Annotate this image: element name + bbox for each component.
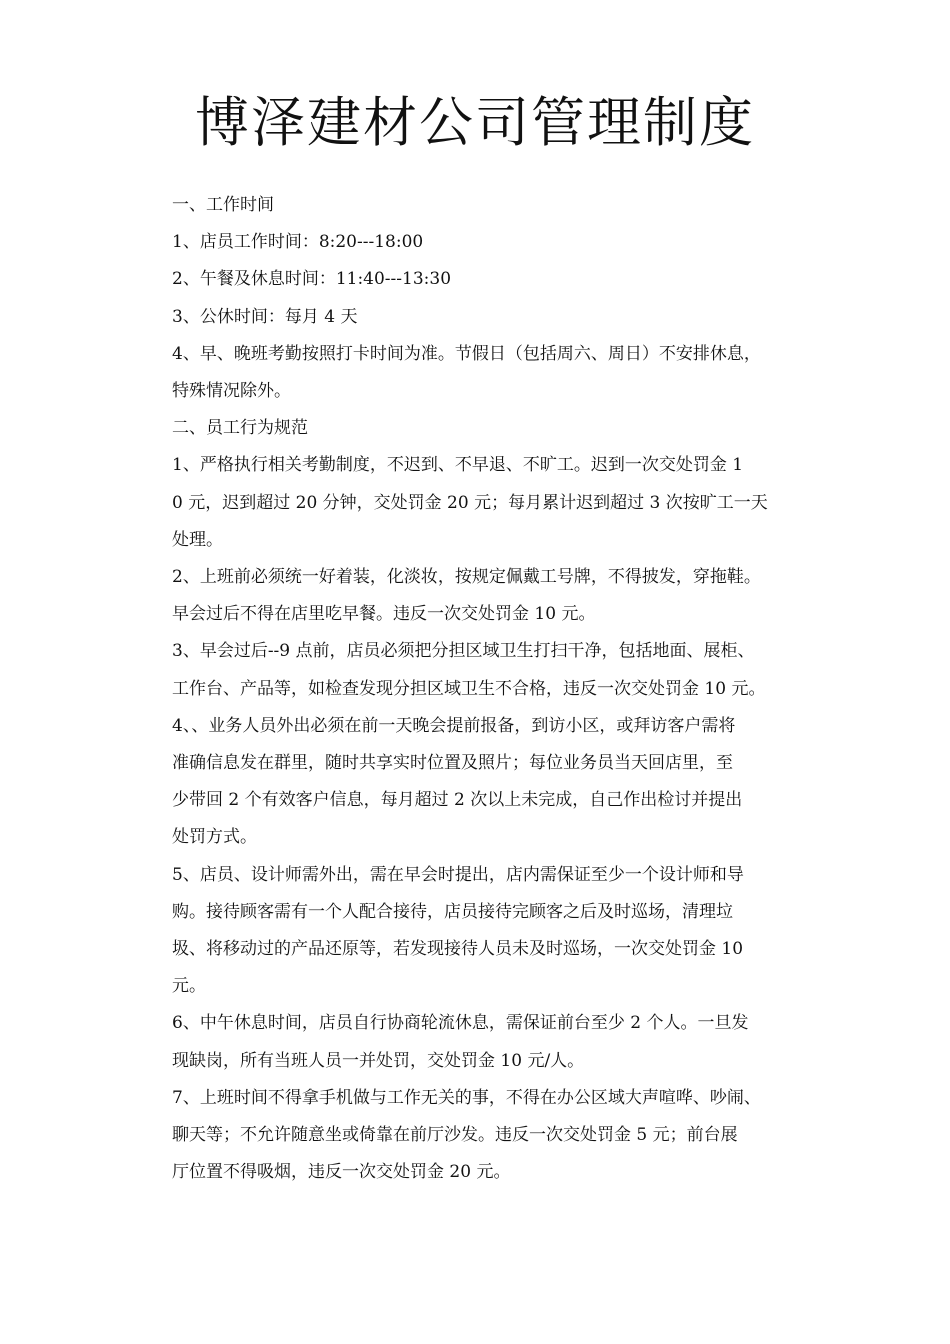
paragraph-line: 圾、将移动过的产品还原等，若发现接待人员未及时巡场，一次交处罚金 10 (172, 939, 744, 960)
paragraph-line: 1、严格执行相关考勤制度，不迟到、不早退、不旷工。迟到一次交处罚金 1 (172, 455, 744, 476)
paragraph-line: 工作台、产品等，如检查发现分担区域卫生不合格，违反一次交处罚金 10 元。 (172, 678, 766, 699)
paragraph-line: 3、早会过后--9 点前，店员必须把分担区域卫生打扫干净，包括地面、展柜、 (172, 641, 755, 662)
document-body (172, 187, 832, 1191)
paragraph-line: 4、、业务人员外出必须在前一天晚会提前报备，到访小区，或拜访客户需将 (172, 715, 736, 736)
section-heading-conduct-rules: 二、员工行为规范 (172, 418, 308, 439)
paragraph-line: 2、上班前必须统一好着装，化淡妆，按规定佩戴工号牌，不得披发，穿拖鞋。 (172, 567, 761, 588)
paragraph-line: 现缺岗，所有当班人员一并处罚，交处罚金 10 元/人。 (172, 1050, 585, 1071)
paragraph-line: 5、店员、设计师需外出，需在早会时提出，店内需保证至少一个设计师和导 (172, 864, 744, 885)
paragraph-line: 处罚方式。 (172, 827, 257, 848)
paragraph-line: 0 元，迟到超过 20 分钟，交处罚金 20 元；每月累计迟到超过 3 次按旷工一天 (172, 492, 768, 513)
paragraph-line: 元。 (172, 976, 206, 997)
document-title: 博泽建材公司管理制度 (195, 91, 755, 154)
paragraph-line: 处理。 (172, 529, 223, 550)
paragraph-line: 少带回 2 个有效客户信息，每月超过 2 次以上未完成，自己作出检讨并提出 (172, 790, 743, 811)
section-heading-work-hours: 一、工作时间 (172, 195, 274, 215)
paragraph-line: 7、上班时间不得拿手机做与工作无关的事，不得在办公区域大声喧哗、吵闹、 (172, 1087, 761, 1108)
paragraph-line: 厅位置不得吸烟，违反一次交处罚金 20 元。 (172, 1162, 511, 1183)
paragraph-line: 购。接待顾客需有一个人配合接待，店员接待完顾客之后及时巡场，清理垃 (172, 901, 733, 922)
paragraph-line: 1、店员工作时间：8:20---18:00 (172, 232, 424, 253)
paragraph-line: 早会过后不得在店里吃早餐。违反一次交处罚金 10 元。 (172, 604, 596, 625)
paragraph-line: 聊天等；不允许随意坐或倚靠在前厅沙发。违反一次交处罚金 5 元；前台展 (172, 1125, 738, 1146)
paragraph-line: 准确信息发在群里，随时共享实时位置及照片；每位业务员当天回店里，至 (172, 753, 733, 774)
paragraph-line: 4、早、晚班考勤按照打卡时间为准。节假日（包括周六、周日）不安排休息， (172, 343, 761, 364)
paragraph-line: 6、中午休息时间，店员自行协商轮流休息，需保证前台至少 2 个人。一旦发 (172, 1013, 749, 1034)
paragraph-line: 特殊情况除外。 (172, 381, 291, 402)
paragraph-line: 3、公休时间：每月 4 天 (172, 306, 358, 327)
paragraph-line: 2、午餐及休息时间：11:40---13:30 (172, 269, 452, 290)
